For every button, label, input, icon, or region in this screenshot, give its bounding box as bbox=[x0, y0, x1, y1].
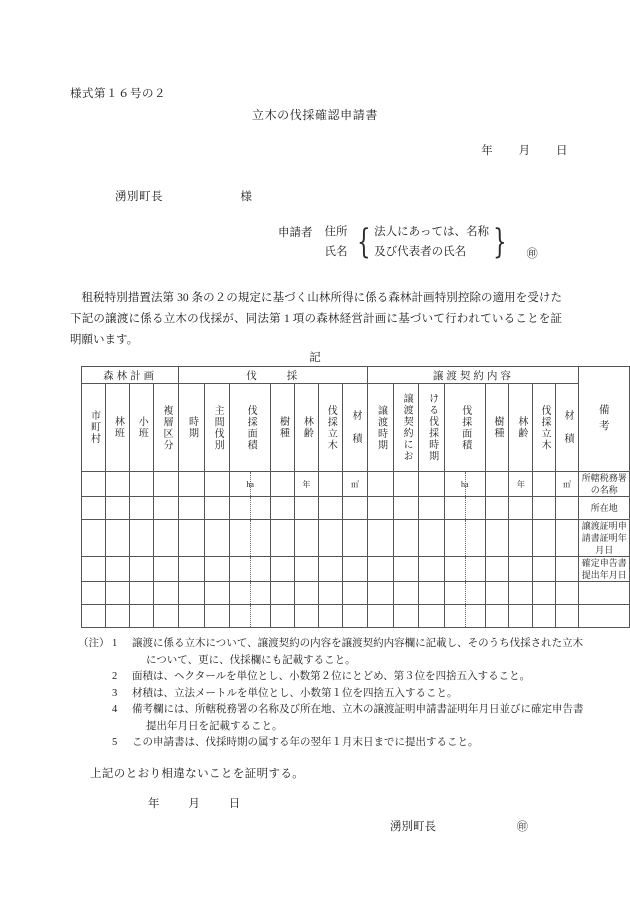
cell-contract-felling-area[interactable] bbox=[444, 520, 485, 557]
cell-remarks[interactable]: 確定申告書提出年月日 bbox=[579, 557, 630, 582]
addressee bbox=[115, 188, 252, 204]
record-heading: 記 bbox=[309, 352, 321, 364]
notes-lead-label: （注） bbox=[78, 638, 110, 649]
cell-felling-area[interactable] bbox=[230, 557, 271, 582]
applicant-field-labels bbox=[325, 222, 348, 262]
cert-date-year-label: 年 bbox=[148, 798, 160, 810]
cell-forest-block[interactable] bbox=[105, 557, 129, 582]
cell-multilayer-class[interactable] bbox=[153, 472, 179, 497]
applicant-label: 申請者 bbox=[278, 227, 313, 239]
addressee-name: 湧別町長 bbox=[115, 191, 163, 203]
unit-year: 年 bbox=[516, 479, 525, 489]
cell-multilayer-class[interactable] bbox=[153, 557, 179, 582]
cell-contract-felling-period-a[interactable] bbox=[393, 582, 419, 605]
unit-year: 年 bbox=[302, 479, 311, 489]
table-row[interactable] bbox=[82, 605, 630, 628]
unit-ha: ha bbox=[460, 479, 469, 489]
cell-contract-standing-trees[interactable] bbox=[533, 605, 555, 628]
felling-table-wrapper bbox=[81, 366, 630, 628]
applicant-address-label: 住所 bbox=[324, 226, 348, 238]
decimal-divider bbox=[250, 582, 251, 604]
note-lead-spacer bbox=[78, 669, 112, 686]
form-number: 様式第１６号の２ bbox=[70, 88, 166, 100]
cell-sub-block[interactable] bbox=[129, 582, 153, 605]
cell-forest-block[interactable] bbox=[105, 605, 129, 628]
remarks-header-text bbox=[579, 403, 629, 435]
table-row[interactable] bbox=[82, 497, 630, 520]
note-item bbox=[78, 735, 584, 752]
cell-contract-felling-area[interactable] bbox=[444, 472, 485, 497]
cell-forest-age[interactable] bbox=[294, 472, 318, 497]
cert-date-day-label: 日 bbox=[228, 798, 241, 810]
cell-municipality[interactable] bbox=[82, 557, 106, 582]
unit-cubic-meter: ㎥ bbox=[562, 479, 571, 489]
cell-contract-forest-age[interactable] bbox=[509, 472, 533, 497]
column-header-multilayer-class: 複層区分 bbox=[153, 384, 179, 472]
cell-sub-block[interactable] bbox=[129, 520, 153, 557]
column-header-forest-block: 林班 bbox=[105, 384, 129, 472]
cell-contract-standing-trees[interactable] bbox=[533, 472, 555, 497]
cell-volume[interactable] bbox=[342, 557, 368, 582]
column-header-remarks bbox=[579, 367, 630, 472]
cell-felling-period[interactable] bbox=[179, 582, 205, 605]
cell-standing-trees[interactable] bbox=[318, 520, 342, 557]
table-group-header-row bbox=[82, 367, 630, 384]
column-header-tree-species: 樹種 bbox=[271, 384, 295, 472]
note-text-line2: について、更に、伐採欄にも記載すること。 bbox=[146, 654, 356, 666]
remarks-header-char2: 考 bbox=[598, 421, 610, 432]
cell-felling-area[interactable] bbox=[230, 582, 271, 605]
cell-forest-age[interactable] bbox=[294, 605, 318, 628]
decimal-divider bbox=[250, 605, 251, 627]
applicant-note-line1: 法人にあっては、名称 bbox=[374, 226, 490, 238]
cell-contract-felling-area[interactable] bbox=[444, 605, 485, 628]
cell-contract-standing-trees[interactable] bbox=[533, 557, 555, 582]
cell-felling-area[interactable] bbox=[230, 472, 271, 497]
cell-forest-age[interactable] bbox=[294, 582, 318, 605]
cell-volume[interactable] bbox=[342, 520, 368, 557]
cell-volume[interactable] bbox=[342, 582, 368, 605]
cell-transfer-period[interactable] bbox=[368, 472, 394, 497]
date-month-label: 月 bbox=[518, 145, 531, 157]
brace-close-icon: } bbox=[493, 222, 507, 262]
cell-contract-felling-period-b[interactable] bbox=[419, 605, 445, 628]
cell-contract-tree-species[interactable] bbox=[485, 605, 509, 628]
cell-contract-volume[interactable] bbox=[555, 557, 579, 582]
cell-felling-period[interactable] bbox=[179, 472, 205, 497]
applicant-note-line2: 及び代表者の氏名 bbox=[374, 246, 467, 258]
decimal-divider bbox=[250, 520, 251, 556]
table-row[interactable] bbox=[82, 582, 630, 605]
decimal-divider bbox=[465, 605, 466, 627]
decimal-divider bbox=[250, 472, 251, 496]
cell-forest-age[interactable] bbox=[294, 557, 318, 582]
table-row[interactable] bbox=[82, 557, 630, 582]
cell-felling-period[interactable] bbox=[179, 520, 205, 557]
column-header-sub-block: 小班 bbox=[129, 384, 153, 472]
cell-contract-felling-period-b[interactable] bbox=[419, 520, 445, 557]
decimal-divider bbox=[465, 557, 466, 581]
cell-remarks[interactable] bbox=[579, 605, 630, 628]
note-text-line1: 譲渡に係る立木について、譲渡契約の内容を譲渡契約内容欄に記載し、そのうち伐採された立木 bbox=[132, 638, 584, 649]
cell-felling-area[interactable] bbox=[230, 497, 271, 520]
cell-forest-block[interactable] bbox=[105, 472, 129, 497]
cell-main-thinning-type[interactable] bbox=[204, 497, 230, 520]
cell-multilayer-class[interactable] bbox=[153, 520, 179, 557]
cell-tree-species[interactable] bbox=[271, 605, 295, 628]
cell-contract-standing-trees[interactable] bbox=[533, 582, 555, 605]
cell-volume[interactable] bbox=[342, 497, 368, 520]
remarks-header-char1: 備 bbox=[598, 405, 610, 416]
cell-volume[interactable] bbox=[342, 472, 368, 497]
note-text: この申請書は、伐採時期の属する年の翌年１月末日までに提出すること。 bbox=[132, 737, 479, 748]
column-header-contract-volume: 材 積 bbox=[555, 384, 579, 472]
note-number: 4 bbox=[112, 704, 118, 715]
cell-standing-trees[interactable] bbox=[318, 497, 342, 520]
note-text: 材積は、立法メートルを単位とし、小数第１位を四捨五入すること。 bbox=[132, 687, 458, 699]
body-paragraph: 租税特別措置法第 30 条の２の規定に基づく山林所得に係る森林計画特別控除の適用を受けた下記の譲渡に係る立木の伐採が、同法第 1 項の森林経営計画に基づいて行われていることを証明願います。 bbox=[70, 292, 562, 346]
cell-forest-age[interactable] bbox=[294, 520, 318, 557]
note-item bbox=[78, 702, 584, 735]
cell-multilayer-class[interactable] bbox=[153, 605, 179, 628]
column-header-municipality: 市町村 bbox=[82, 384, 106, 472]
cell-contract-volume[interactable] bbox=[555, 605, 579, 628]
certification-statement: 上記のとおり相違ないことを証明する。 bbox=[90, 768, 305, 780]
column-header-contract-standing-trees: 伐採立木 bbox=[533, 384, 555, 472]
group-header-transfer-contract: 譲渡契約内容 bbox=[368, 367, 579, 384]
cell-contract-felling-area[interactable] bbox=[444, 497, 485, 520]
cell-transfer-period[interactable] bbox=[368, 557, 394, 582]
cell-standing-trees[interactable] bbox=[318, 557, 342, 582]
cell-sub-block[interactable] bbox=[129, 497, 153, 520]
decimal-divider bbox=[465, 472, 466, 496]
cell-contract-felling-period-a[interactable] bbox=[393, 497, 419, 520]
note-item bbox=[78, 636, 584, 669]
column-header-felling-area: 伐採面積 bbox=[230, 384, 271, 472]
column-header-transfer-period: 譲渡時期 bbox=[368, 384, 394, 472]
column-header-contract-felling-area: 伐採面積 bbox=[444, 384, 485, 472]
cell-contract-forest-age[interactable] bbox=[509, 605, 533, 628]
column-header-volume: 材 積 bbox=[342, 384, 368, 472]
cell-municipality[interactable] bbox=[82, 605, 106, 628]
cell-contract-felling-period-a[interactable] bbox=[393, 557, 419, 582]
unit-ha: ha bbox=[246, 479, 254, 489]
date-day-label: 日 bbox=[556, 145, 568, 157]
cell-contract-standing-trees[interactable] bbox=[533, 497, 555, 520]
cell-tree-species[interactable] bbox=[271, 582, 295, 605]
note-text-line2: 提出年月日を記載すること。 bbox=[146, 720, 283, 732]
submission-date-line bbox=[481, 142, 568, 158]
applicant-block bbox=[278, 222, 538, 262]
cell-standing-trees[interactable] bbox=[318, 582, 342, 605]
cell-contract-forest-age[interactable] bbox=[509, 582, 533, 605]
cell-contract-felling-area[interactable] bbox=[444, 557, 485, 582]
notes-section bbox=[78, 636, 584, 752]
cell-forest-age[interactable] bbox=[294, 497, 318, 520]
note-text-line1: 備考欄には、所轄税務署の名称及び所在地、立木の譲渡証明申請書証明年月日並びに確定申告書 bbox=[132, 704, 584, 715]
decimal-divider bbox=[250, 497, 251, 519]
group-header-felling: 伐 採 bbox=[179, 367, 368, 384]
cell-main-thinning-type[interactable] bbox=[204, 582, 230, 605]
cell-sub-block[interactable] bbox=[129, 472, 153, 497]
cell-felling-period[interactable] bbox=[179, 605, 205, 628]
note-number: 5 bbox=[112, 737, 118, 748]
cell-contract-forest-age[interactable] bbox=[509, 520, 533, 557]
cell-contract-tree-species[interactable] bbox=[485, 497, 509, 520]
group-header-forest-plan: 森林計画 bbox=[82, 367, 179, 384]
cell-multilayer-class[interactable] bbox=[153, 582, 179, 605]
cell-contract-volume[interactable] bbox=[555, 582, 579, 605]
cell-contract-volume[interactable] bbox=[555, 472, 579, 497]
applicant-seal-icon: ㊞ bbox=[526, 248, 538, 260]
cell-municipality[interactable] bbox=[82, 520, 106, 557]
certification-date-line bbox=[148, 795, 240, 811]
cell-main-thinning-type[interactable] bbox=[204, 520, 230, 557]
cell-standing-trees[interactable] bbox=[318, 605, 342, 628]
cell-main-thinning-type[interactable] bbox=[204, 605, 230, 628]
cell-remarks[interactable] bbox=[579, 582, 630, 605]
cell-remarks[interactable]: 譲渡証明申請書証明年月日 bbox=[579, 520, 630, 557]
note-item bbox=[78, 686, 584, 703]
cell-contract-tree-species[interactable] bbox=[485, 557, 509, 582]
note-lead-spacer bbox=[78, 735, 112, 752]
cell-sub-block[interactable] bbox=[129, 557, 153, 582]
cell-tree-species[interactable] bbox=[271, 520, 295, 557]
cell-contract-volume[interactable] bbox=[555, 497, 579, 520]
table-row[interactable] bbox=[82, 472, 630, 497]
cell-sub-block[interactable] bbox=[129, 605, 153, 628]
cell-forest-block[interactable] bbox=[105, 582, 129, 605]
cell-municipality[interactable] bbox=[82, 582, 106, 605]
cell-standing-trees[interactable] bbox=[318, 472, 342, 497]
note-text bbox=[132, 636, 584, 669]
applicant-name-label: 氏名 bbox=[324, 246, 348, 258]
cell-contract-volume[interactable] bbox=[555, 520, 579, 557]
addressee-honorific: 様 bbox=[240, 191, 253, 203]
column-header-felling-period: 時期 bbox=[179, 384, 205, 472]
note-text bbox=[132, 702, 584, 735]
felling-table bbox=[81, 366, 630, 628]
cell-tree-species[interactable] bbox=[271, 497, 295, 520]
note-item bbox=[78, 669, 584, 686]
note-number: 3 bbox=[112, 687, 118, 699]
cell-contract-felling-area[interactable] bbox=[444, 582, 485, 605]
applicant-note-text bbox=[374, 222, 489, 262]
cell-felling-area[interactable] bbox=[230, 605, 271, 628]
cell-contract-tree-species[interactable] bbox=[485, 520, 509, 557]
column-header-forest-age: 林齢 bbox=[294, 384, 318, 472]
note-text: 面積は、ヘクタールを単位とし、小数第２位にとどめ、第３位を四捨五入すること。 bbox=[132, 671, 531, 682]
cert-date-month-label: 月 bbox=[188, 798, 200, 810]
cell-contract-felling-period-b[interactable] bbox=[419, 557, 445, 582]
cell-main-thinning-type[interactable] bbox=[204, 472, 230, 497]
decimal-divider bbox=[465, 582, 466, 604]
cell-felling-period[interactable] bbox=[179, 497, 205, 520]
cell-transfer-period[interactable] bbox=[368, 520, 394, 557]
unit-cubic-meter: ㎥ bbox=[350, 479, 359, 489]
cell-transfer-period[interactable] bbox=[368, 582, 394, 605]
cell-contract-felling-period-a[interactable] bbox=[393, 605, 419, 628]
column-header-contract-felling-period-a: 譲渡契約にお bbox=[393, 384, 419, 472]
certifier-signature-line bbox=[390, 818, 528, 834]
certifier-name: 湧別町長 bbox=[390, 821, 436, 833]
cell-multilayer-class[interactable] bbox=[153, 497, 179, 520]
page-title: 立木の伐採確認申請書 bbox=[251, 108, 378, 122]
cell-forest-block[interactable] bbox=[105, 520, 129, 557]
column-header-contract-felling-period-b: ける伐採時期 bbox=[419, 384, 445, 472]
date-year-label: 年 bbox=[481, 145, 494, 157]
cell-felling-period[interactable] bbox=[179, 557, 205, 582]
note-number: 2 bbox=[112, 671, 118, 682]
cell-transfer-period[interactable] bbox=[368, 497, 394, 520]
cell-volume[interactable] bbox=[342, 605, 368, 628]
cell-contract-felling-period-b[interactable] bbox=[419, 497, 445, 520]
column-header-contract-tree-species: 樹種 bbox=[485, 384, 509, 472]
cell-contract-felling-period-b[interactable] bbox=[419, 472, 445, 497]
cell-contract-standing-trees[interactable] bbox=[533, 520, 555, 557]
cell-contract-felling-period-a[interactable] bbox=[393, 520, 419, 557]
decimal-divider bbox=[465, 497, 466, 519]
cell-contract-felling-period-a[interactable] bbox=[393, 472, 419, 497]
cell-municipality[interactable] bbox=[82, 497, 106, 520]
note-lead-spacer bbox=[78, 686, 112, 703]
table-column-header-row bbox=[82, 384, 630, 472]
certifier-seal-icon: ㊞ bbox=[516, 821, 528, 833]
cell-contract-tree-species[interactable] bbox=[485, 472, 509, 497]
cell-remarks[interactable]: 所在地 bbox=[579, 497, 630, 520]
cell-contract-tree-species[interactable] bbox=[485, 582, 509, 605]
cell-remarks[interactable]: 所轄税務署の名称 bbox=[579, 472, 630, 497]
note-number: 1 bbox=[112, 638, 118, 649]
column-header-standing-trees: 伐採立木 bbox=[318, 384, 342, 472]
cell-tree-species[interactable] bbox=[271, 472, 295, 497]
brace-open-icon: { bbox=[356, 222, 371, 262]
cell-contract-felling-period-b[interactable] bbox=[419, 582, 445, 605]
decimal-divider bbox=[465, 520, 466, 556]
column-header-contract-forest-age: 林齢 bbox=[509, 384, 533, 472]
cell-transfer-period[interactable] bbox=[368, 605, 394, 628]
cell-tree-species[interactable] bbox=[271, 557, 295, 582]
cell-municipality[interactable] bbox=[82, 472, 106, 497]
column-header-main-thinning-type: 主間伐別 bbox=[204, 384, 230, 472]
cell-contract-forest-age[interactable] bbox=[509, 557, 533, 582]
cell-forest-block[interactable] bbox=[105, 497, 129, 520]
cell-main-thinning-type[interactable] bbox=[204, 557, 230, 582]
applicant-note-brace bbox=[353, 222, 511, 262]
decimal-divider bbox=[250, 557, 251, 581]
table-row[interactable] bbox=[82, 520, 630, 557]
cell-felling-area[interactable] bbox=[230, 520, 271, 557]
note-lead-spacer bbox=[78, 702, 112, 735]
cell-contract-forest-age[interactable] bbox=[509, 497, 533, 520]
